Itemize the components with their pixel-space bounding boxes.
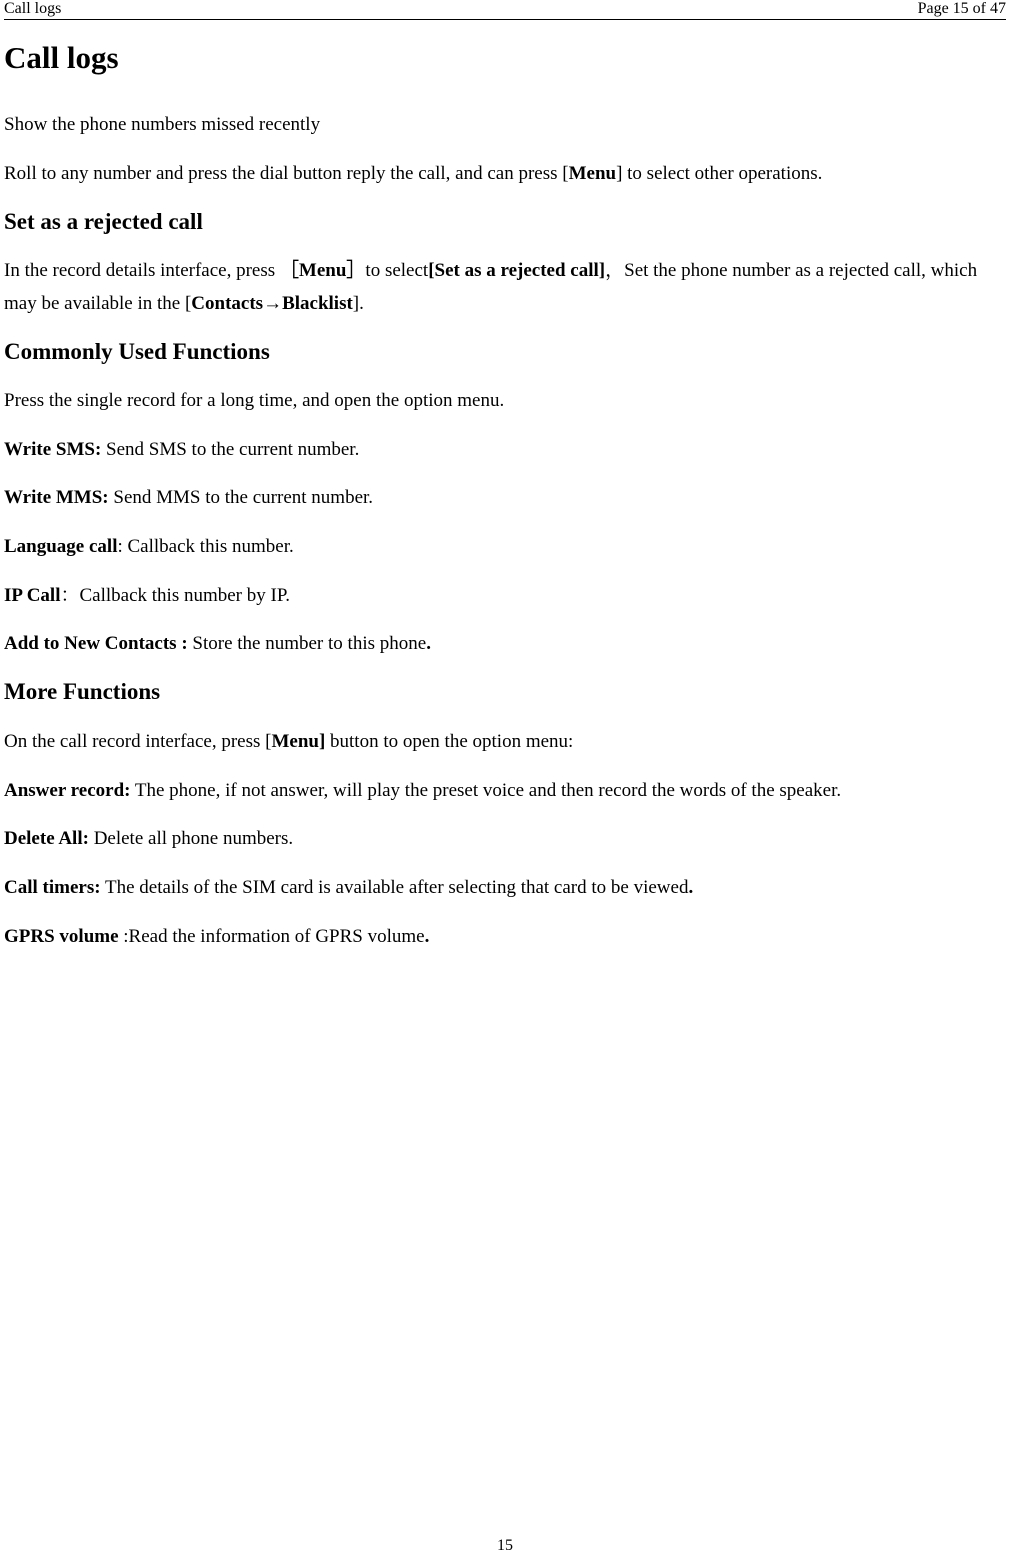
list-item: GPRS volume :Read the information of GPRS volume.	[4, 926, 430, 947]
header-page-indicator: Page 15 of 47	[917, 0, 1006, 17]
page-title: Call logs	[4, 40, 119, 75]
section-heading-more: More Functions	[4, 679, 161, 704]
page-header	[4, 0, 1006, 20]
list-item: Language call: Callback this number.	[4, 536, 294, 557]
list-item: Add to New Contacts : Store the number to this phone.	[4, 633, 431, 654]
list-item: IP Call：Callback this number by IP.	[4, 585, 291, 606]
common-intro: Press the single record for a long time, and open the option menu.	[4, 390, 505, 411]
header-title: Call logs	[4, 0, 62, 17]
intro-paragraph-1: Show the phone numbers missed recently	[4, 114, 321, 135]
page-number: 15	[497, 1537, 513, 1554]
section-heading-common: Commonly Used Functions	[4, 339, 270, 364]
section-heading-rejected: Set as a rejected call	[4, 209, 203, 234]
rejected-paragraph: In the record details interface, press ［Menu］to select[Set as a rejected call]，Set the phone number as a rejected call, which may be available in the [Contacts→Blacklist].	[4, 260, 978, 314]
more-intro: On the call record interface, press [Menu] button to open the option menu:	[4, 731, 574, 752]
list-item: Write SMS: Send SMS to the current number.	[4, 439, 360, 460]
list-item: Write MMS: Send MMS to the current number.	[4, 487, 374, 508]
list-item: Delete All: Delete all phone numbers.	[4, 828, 294, 849]
intro-paragraph-2: Roll to any number and press the dial button reply the call, and can press [Menu] to select other operations.	[4, 163, 823, 184]
list-item: Answer record: The phone, if not answer, will play the preset voice and then record the words of the speaker.	[4, 780, 842, 801]
menu-keyword: Menu	[568, 163, 617, 184]
list-item: Call timers: The details of the SIM card is available after selecting that card to be viewed.	[4, 877, 694, 898]
